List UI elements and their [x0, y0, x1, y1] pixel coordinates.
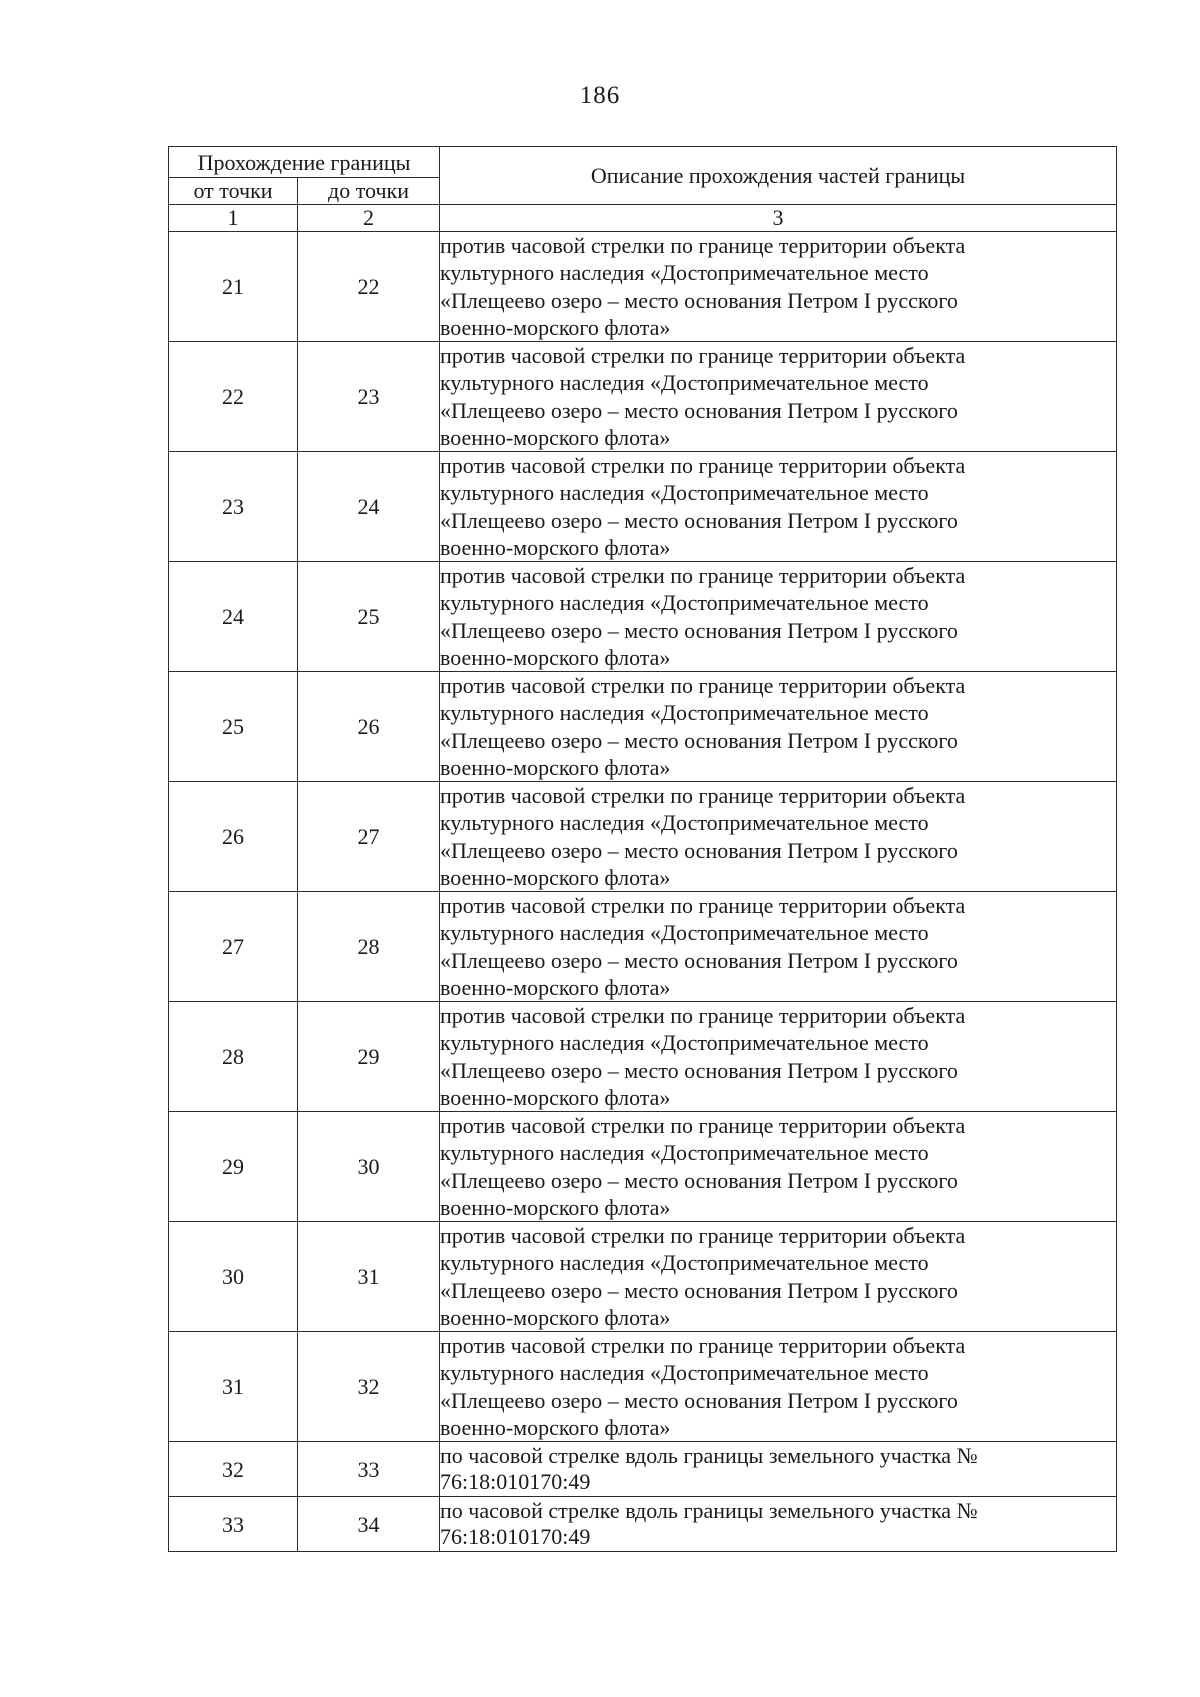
description-line: культурного наследия «Достопримечательное место — [440, 810, 929, 836]
from-point-cell: 32 — [169, 1442, 298, 1497]
description-line: «Плещеево озеро – место основания Петром I русского — [440, 397, 958, 423]
description-line: военно-морского флота» — [440, 424, 671, 450]
description-line: культурного наследия «Достопримечательное место — [440, 700, 929, 726]
from-point-cell: 33 — [169, 1497, 298, 1552]
from-point-cell: 25 — [169, 672, 298, 782]
description-cell — [440, 1112, 1117, 1222]
to-point-cell: 31 — [298, 1222, 440, 1332]
description-line: военно-морского флота» — [440, 1304, 671, 1330]
table-header — [169, 147, 1117, 232]
description-line: культурного наследия «Достопримечательное место — [440, 260, 929, 286]
description-line: «Плещеево озеро – место основания Петром I русского — [440, 617, 958, 643]
to-point-cell: 28 — [298, 892, 440, 1002]
description-line: «Плещеево озеро – место основания Петром I русского — [440, 1057, 958, 1083]
page-number: 186 — [579, 82, 621, 109]
description-line: «Плещеево озеро – место основания Петром I русского — [440, 1387, 958, 1413]
from-point-cell: 30 — [169, 1222, 298, 1332]
description-cell — [440, 1222, 1117, 1332]
description-cell — [440, 452, 1117, 562]
table-row — [169, 1002, 1117, 1112]
column-number-3: 3 — [440, 205, 1117, 232]
description-line: военно-морского флота» — [440, 1084, 671, 1110]
description-line: культурного наследия «Достопримечательное место — [440, 1360, 929, 1386]
description-cell — [440, 1002, 1117, 1112]
boundary-table — [168, 146, 1117, 1552]
to-point-cell: 34 — [298, 1497, 440, 1552]
table-row — [169, 672, 1117, 782]
description-cell — [440, 232, 1117, 342]
description-cell — [440, 782, 1117, 892]
description-line: военно-морского флота» — [440, 644, 671, 670]
header-to-point: до точки — [298, 178, 440, 205]
column-number-2: 2 — [298, 205, 440, 232]
table-row — [169, 232, 1117, 342]
description-line: против часовой стрелки по границе территории объекта — [440, 563, 966, 589]
description-line: против часовой стрелки по границе территории объекта — [440, 893, 966, 919]
description-line: военно-морского флота» — [440, 1414, 671, 1440]
description-line: 76:18:010170:49 — [440, 1524, 591, 1549]
from-point-cell: 31 — [169, 1332, 298, 1442]
to-point-cell: 30 — [298, 1112, 440, 1222]
table-body — [169, 232, 1117, 1552]
description-cell — [440, 1332, 1117, 1442]
description-line: военно-морского флота» — [440, 314, 671, 340]
description-line: культурного наследия «Достопримечательное место — [440, 920, 929, 946]
table-row — [169, 342, 1117, 452]
from-point-cell: 23 — [169, 452, 298, 562]
from-point-cell: 28 — [169, 1002, 298, 1112]
table-row — [169, 1332, 1117, 1442]
description-line: культурного наследия «Достопримечательное место — [440, 1250, 929, 1276]
description-line: военно-морского флота» — [440, 1194, 671, 1220]
description-line: против часовой стрелки по границе территории объекта — [440, 783, 966, 809]
to-point-cell: 32 — [298, 1332, 440, 1442]
description-cell — [440, 342, 1117, 452]
description-cell — [440, 1442, 1117, 1497]
column-number-1: 1 — [169, 205, 298, 232]
description-line: по часовой стрелке вдоль границы земельного участка № — [440, 1443, 978, 1468]
description-line: «Плещеево озеро – место основания Петром I русского — [440, 837, 958, 863]
description-line: против часовой стрелки по границе территории объекта — [440, 343, 966, 369]
table-row — [169, 892, 1117, 1002]
from-point-cell: 26 — [169, 782, 298, 892]
description-line: культурного наследия «Достопримечательное место — [440, 480, 929, 506]
description-line: против часовой стрелки по границе территории объекта — [440, 1223, 966, 1249]
to-point-cell: 27 — [298, 782, 440, 892]
table-row — [169, 1497, 1117, 1552]
to-point-cell: 22 — [298, 232, 440, 342]
description-cell — [440, 1497, 1117, 1552]
description-line: военно-морского флота» — [440, 864, 671, 890]
table-row — [169, 562, 1117, 672]
description-line: культурного наследия «Достопримечательное место — [440, 1030, 929, 1056]
description-cell — [440, 672, 1117, 782]
to-point-cell: 29 — [298, 1002, 440, 1112]
description-line: против часовой стрелки по границе территории объекта — [440, 1003, 966, 1029]
header-boundary-passage: Прохождение границы — [169, 147, 440, 178]
to-point-cell: 33 — [298, 1442, 440, 1497]
table-row — [169, 1222, 1117, 1332]
description-line: «Плещеево озеро – место основания Петром I русского — [440, 1167, 958, 1193]
description-line: культурного наследия «Достопримечательное место — [440, 590, 929, 616]
to-point-cell: 23 — [298, 342, 440, 452]
description-line: против часовой стрелки по границе территории объекта — [440, 1113, 966, 1139]
description-line: по часовой стрелке вдоль границы земельного участка № — [440, 1498, 978, 1523]
description-line: культурного наследия «Достопримечательное место — [440, 370, 929, 396]
description-line: «Плещеево озеро – место основания Петром I русского — [440, 287, 958, 313]
to-point-cell: 25 — [298, 562, 440, 672]
description-line: «Плещеево озеро – место основания Петром I русского — [440, 727, 958, 753]
description-line: военно-морского флота» — [440, 974, 671, 1000]
from-point-cell: 22 — [169, 342, 298, 452]
description-line: «Плещеево озеро – место основания Петром I русского — [440, 1277, 958, 1303]
description-line: военно-морского флота» — [440, 754, 671, 780]
header-from-point: от точки — [169, 178, 298, 205]
to-point-cell: 24 — [298, 452, 440, 562]
description-line: против часовой стрелки по границе территории объекта — [440, 233, 966, 259]
description-line: «Плещеево озеро – место основания Петром I русского — [440, 947, 958, 973]
description-line: военно-морского флота» — [440, 534, 671, 560]
description-line: 76:18:010170:49 — [440, 1469, 591, 1494]
header-description: Описание прохождения частей границы — [440, 147, 1117, 205]
description-line: культурного наследия «Достопримечательное место — [440, 1140, 929, 1166]
description-line: против часовой стрелки по границе территории объекта — [440, 453, 966, 479]
from-point-cell: 24 — [169, 562, 298, 672]
table-row — [169, 1112, 1117, 1222]
description-line: против часовой стрелки по границе территории объекта — [440, 1333, 966, 1359]
description-line: против часовой стрелки по границе территории объекта — [440, 673, 966, 699]
table-row — [169, 452, 1117, 562]
description-cell — [440, 562, 1117, 672]
description-line: «Плещеево озеро – место основания Петром I русского — [440, 507, 958, 533]
description-cell — [440, 892, 1117, 1002]
from-point-cell: 27 — [169, 892, 298, 1002]
table-row — [169, 782, 1117, 892]
to-point-cell: 26 — [298, 672, 440, 782]
table-row — [169, 1442, 1117, 1497]
from-point-cell: 21 — [169, 232, 298, 342]
from-point-cell: 29 — [169, 1112, 298, 1222]
